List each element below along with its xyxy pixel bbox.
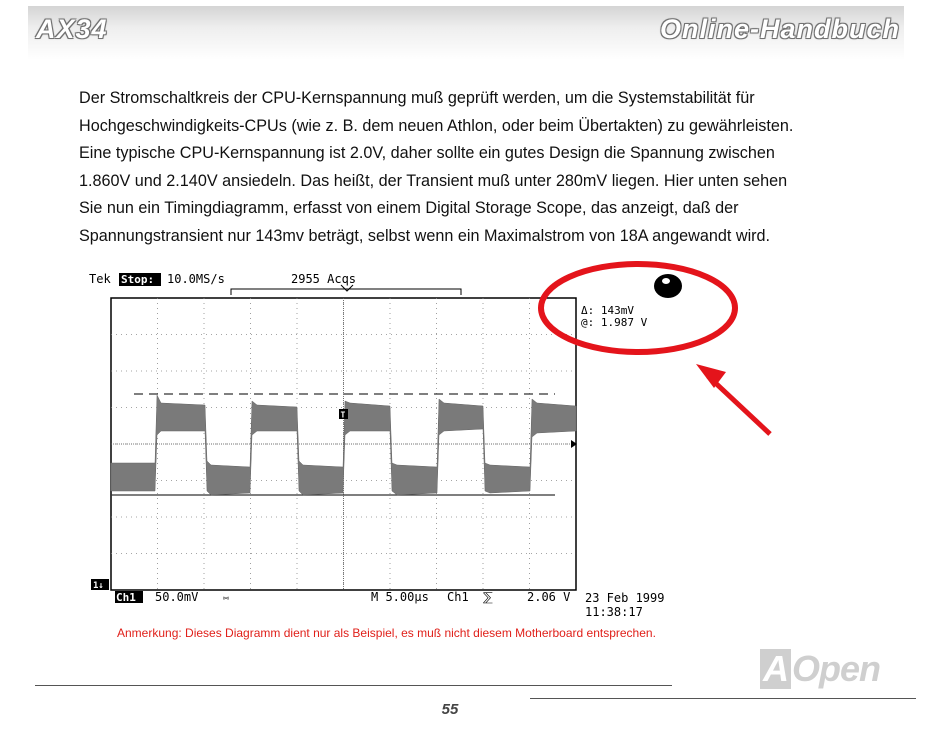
channel1-ground-label: 1↓	[93, 581, 104, 591]
scope-mode: Stop:	[121, 273, 155, 286]
highlight-ellipse	[541, 264, 735, 352]
capture-time: 11:38:17	[585, 605, 643, 619]
manual-model-title: AX34	[36, 14, 108, 44]
scope-sample-rate: 10.0MS/s	[167, 272, 225, 286]
footer-divider-right	[530, 698, 916, 699]
body-paragraph	[79, 85, 899, 250]
aopen-logo	[760, 648, 895, 690]
logo-a-mark: A	[760, 649, 791, 689]
pointer-arrow-head	[696, 364, 726, 388]
scope-brand: Tek	[89, 272, 111, 286]
paragraph-line: Der Stromschaltkreis der CPU-Kernspannung muß geprüft werden, um die Systemstabilität für	[79, 89, 755, 107]
bandwidth-symbol: ⑅	[223, 593, 229, 604]
at-readout: @: 1.987 V	[581, 316, 648, 329]
logo-wordmark: Open	[792, 648, 881, 689]
cursor-dot-highlight	[662, 278, 670, 284]
cursor-dot	[654, 274, 682, 298]
pointer-arrow-shaft	[708, 376, 770, 434]
paragraph-line: Hochgeschwindigkeits-CPUs (wie z. B. dem neuen Athlon, oder beim Übertakten) zu gewährleisten.	[79, 116, 794, 135]
trigger-level: 2.06 V	[527, 590, 571, 604]
capture-date: 23 Feb 1999	[585, 591, 665, 605]
manual-section-title: Online-Handbuch	[660, 14, 900, 44]
trigger-source: Ch1	[447, 590, 469, 604]
paragraph-line: Spannungstransient nur 143mv beträgt, selbst wenn ein Maximalstrom von 18A angewandt wird.	[79, 226, 771, 245]
highlight-annotation	[530, 248, 790, 448]
paragraph-line: Eine typische CPU-Kernspannung ist 2.0V, daher sollte ein gutes Design die Spannung zwischen	[79, 144, 775, 162]
paragraph-line: Sie nun ein Timingdiagramm, erfasst von einem Digital Storage Scope, das anzeigt, daß der	[79, 199, 739, 217]
figure-note: Anmerkung: Dieses Diagramm dient nur als Beispiel, es muß nicht diesem Motherboard entsprechen.	[117, 626, 656, 640]
paragraph-line: 1.860V und 2.140V ansiedeln. Das heißt, der Transient muß unter 280mV liegen. Hier unten sehen	[79, 171, 788, 190]
trigger-slope-symbol: ⅀	[483, 590, 493, 604]
page-number: 55	[441, 701, 459, 718]
record-bracket	[231, 285, 461, 295]
footer-divider-left	[35, 685, 672, 686]
delta-readout: Δ: 143mV	[581, 304, 634, 317]
scope-acqs: 2955 Acqs	[291, 272, 357, 286]
ch1-label: Ch1	[116, 591, 136, 604]
ch1-scale: 50.0mV	[155, 590, 199, 604]
trigger-marker-label: T	[340, 410, 346, 420]
timebase: M 5.00µs	[371, 590, 429, 604]
